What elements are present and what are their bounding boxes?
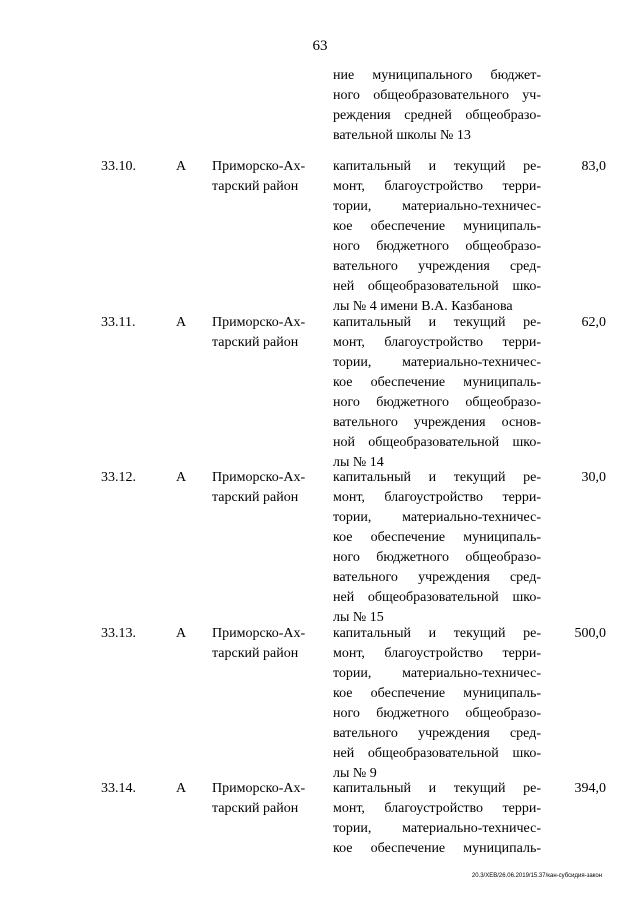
- table-row: [0, 468, 640, 625]
- text-line: ного общеобразовательного уч-: [333, 88, 541, 103]
- description-line: лы № 4 имени В.А. Казбанова: [333, 299, 513, 314]
- territory-line: Приморско-Ах-: [212, 781, 306, 796]
- description-line: тории, материально-техничес-: [333, 199, 541, 214]
- row-amount: 394,0: [574, 781, 606, 796]
- description-line: вательного учреждения сред-: [333, 726, 541, 741]
- table-row: [0, 779, 640, 869]
- row-description: [333, 313, 541, 473]
- continuation-text: [333, 66, 541, 146]
- description-line: монт, благоустройство терри-: [333, 179, 541, 194]
- description-line: ней общеобразовательной шко-: [333, 590, 541, 605]
- table-row: [0, 313, 640, 470]
- row-category: А: [176, 781, 187, 796]
- description-line: ной общеобразовательной шко-: [333, 435, 541, 450]
- description-line: лы № 9: [333, 766, 377, 781]
- description-line: ней общеобразовательной шко-: [333, 746, 541, 761]
- description-line: капитальный и текущий ре-: [333, 626, 541, 641]
- territory-line: Приморско-Ах-: [212, 159, 306, 174]
- row-category: А: [176, 626, 187, 641]
- territory-line: тарский район: [212, 335, 299, 350]
- row-category: А: [176, 159, 187, 174]
- territory-line: тарский район: [212, 179, 299, 194]
- text-line: ние муниципального бюджет-: [333, 68, 541, 83]
- row-territory: [212, 779, 322, 819]
- row-amount: 500,0: [574, 626, 606, 641]
- row-category: А: [176, 315, 187, 330]
- row-territory: [212, 624, 322, 664]
- row-number: 33.14.: [101, 781, 136, 796]
- row-number: 33.10.: [101, 159, 136, 174]
- row-description: [333, 624, 541, 784]
- description-line: кое обеспечение муниципаль-: [333, 841, 541, 856]
- description-line: вательного учреждения основ-: [333, 415, 541, 430]
- description-line: ного бюджетного общеобразо-: [333, 395, 541, 410]
- territory-line: Приморско-Ах-: [212, 315, 306, 330]
- page-number: 63: [312, 38, 328, 54]
- row-territory: [212, 468, 322, 508]
- description-line: лы № 15: [333, 610, 384, 625]
- row-number: 33.12.: [101, 470, 136, 485]
- description-line: тории, материально-техничес-: [333, 355, 541, 370]
- row-category: А: [176, 470, 187, 485]
- description-line: капитальный и текущий ре-: [333, 470, 541, 485]
- description-line: капитальный и текущий ре-: [333, 315, 541, 330]
- row-number: 33.11.: [101, 315, 136, 330]
- description-line: вательного учреждения сред-: [333, 570, 541, 585]
- description-line: тории, материально-техничес-: [333, 510, 541, 525]
- row-territory: [212, 157, 322, 197]
- row-number: 33.13.: [101, 626, 136, 641]
- description-line: лы № 14: [333, 455, 384, 470]
- description-line: ного бюджетного общеобразо-: [333, 239, 541, 254]
- description-line: ного бюджетного общеобразо-: [333, 550, 541, 565]
- footer-code: 20.3/ХЕВ/26.06.2019/15.37/кан-субсидия-закон: [471, 873, 602, 879]
- row-description: [333, 779, 541, 859]
- description-line: кое обеспечение муниципаль-: [333, 375, 541, 390]
- row-amount: 83,0: [581, 159, 606, 174]
- description-line: кое обеспечение муниципаль-: [333, 219, 541, 234]
- territory-line: Приморско-Ах-: [212, 470, 306, 485]
- description-line: кое обеспечение муниципаль-: [333, 530, 541, 545]
- row-amount: 30,0: [581, 470, 606, 485]
- description-line: монт, благоустройство терри-: [333, 801, 541, 816]
- text-line: реждения средней общеобразо-: [333, 108, 541, 123]
- row-territory: [212, 313, 322, 353]
- description-line: монт, благоустройство терри-: [333, 490, 541, 505]
- table-row: [0, 157, 640, 314]
- row-description: [333, 468, 541, 628]
- territory-line: тарский район: [212, 801, 299, 816]
- table-row: [0, 624, 640, 781]
- text-line: вательной школы № 13: [333, 128, 471, 143]
- territory-line: тарский район: [212, 490, 299, 505]
- row-description: [333, 157, 541, 317]
- description-line: кое обеспечение муниципаль-: [333, 686, 541, 701]
- description-line: ного бюджетного общеобразо-: [333, 706, 541, 721]
- description-line: вательного учреждения сред-: [333, 259, 541, 274]
- description-line: монт, благоустройство терри-: [333, 646, 541, 661]
- description-line: монт, благоустройство терри-: [333, 335, 541, 350]
- territory-line: тарский район: [212, 646, 299, 661]
- description-line: ней общеобразовательной шко-: [333, 279, 541, 294]
- description-line: тории, материально-техничес-: [333, 666, 541, 681]
- description-line: капитальный и текущий ре-: [333, 159, 541, 174]
- description-line: тории, материально-техничес-: [333, 821, 541, 836]
- row-amount: 62,0: [581, 315, 606, 330]
- territory-line: Приморско-Ах-: [212, 626, 306, 641]
- description-line: капитальный и текущий ре-: [333, 781, 541, 796]
